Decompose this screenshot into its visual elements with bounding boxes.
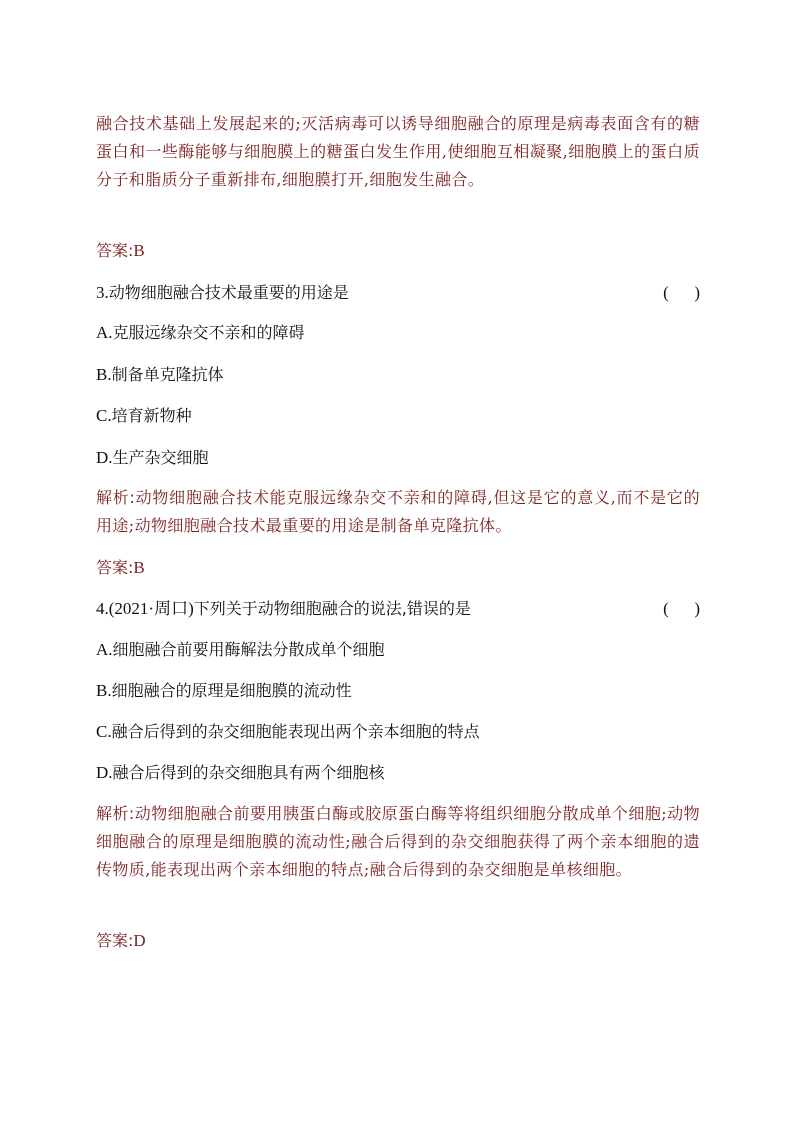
option-letter: D. (96, 763, 113, 782)
q4-option-a (96, 639, 700, 661)
explanation-text: 动物细胞融合技术能克服远缘杂交不亲和的障碍,但这是它的意义,而不是它的用途;动物细胞融合技术最重要的用途是制备单克隆抗体。 (96, 488, 700, 535)
option-letter: B. (96, 681, 112, 700)
option-text: 细胞融合前要用酶解法分散成单个细胞 (112, 640, 385, 659)
answer-value: D (133, 931, 146, 950)
option-letter: A. (96, 323, 113, 342)
answer-label: 答案: (96, 931, 134, 950)
answer-q2 (96, 240, 700, 262)
explanation-text: 融合技术基础上发展起来的;灭活病毒可以诱导细胞融合的原理是病毒表面含有的糖蛋白和一些酶能够与细胞膜上的糖蛋白发生作用,使细胞互相凝聚,细胞膜上的蛋白质分子和脂质分子重新排布,细胞膜打开,细胞发生融合。 (96, 114, 700, 189)
explanation-label: 解析: (96, 804, 135, 823)
option-letter: C. (96, 722, 112, 741)
question-stem (96, 282, 349, 304)
option-text: 克服远缘杂交不亲和的障碍 (112, 323, 305, 342)
q3-option-b (96, 364, 700, 386)
explanation-q3 (96, 484, 700, 540)
question-stem (96, 598, 471, 620)
option-text: 制备单克隆抗体 (111, 365, 224, 384)
answer-value: B (133, 558, 145, 577)
question-text: 动物细胞融合技术最重要的用途是 (108, 283, 349, 302)
q4-option-b (96, 680, 700, 702)
answer-value: B (133, 241, 145, 260)
q3-option-c (96, 405, 700, 427)
option-text: 细胞融合的原理是细胞膜的流动性 (111, 681, 352, 700)
explanation-label: 解析: (96, 488, 136, 507)
option-letter: A. (96, 640, 113, 659)
option-letter: B. (96, 365, 112, 384)
q3-option-d (96, 447, 700, 469)
option-text: 培育新物种 (111, 406, 192, 425)
option-text: 生产杂交细胞 (112, 448, 209, 467)
answer-label: 答案: (96, 241, 134, 260)
q3-option-a (96, 322, 700, 344)
answer-label: 答案: (96, 558, 134, 577)
explanation-text: 动物细胞融合前要用胰蛋白酶或胶原蛋白酶等将组织细胞分散成单个细胞;动物细胞融合的原理是细胞膜的流动性;融合后得到的杂交细胞获得了两个亲本细胞的遗传物质,能表现出两个亲本细胞的特点;融合后得到的杂交细胞是单核细胞。 (96, 804, 700, 879)
option-text: 融合后得到的杂交细胞能表现出两个亲本细胞的特点 (111, 722, 480, 741)
explanation-continued (96, 110, 700, 194)
answer-blank: ( ) (663, 599, 700, 618)
question-4 (96, 598, 700, 620)
answer-blank: ( ) (663, 283, 700, 302)
answer-q3 (96, 557, 700, 579)
option-letter: C. (96, 406, 112, 425)
option-letter: D. (96, 448, 113, 467)
question-number: 4. (96, 599, 109, 618)
question-3 (96, 282, 700, 304)
question-source: (2021·周口) (108, 599, 194, 618)
answer-q4 (96, 930, 700, 952)
q4-option-c (96, 721, 700, 743)
question-text: 下列关于动物细胞融合的说法,错误的是 (193, 599, 471, 618)
option-text: 融合后得到的杂交细胞具有两个细胞核 (112, 763, 385, 782)
question-number: 3. (96, 283, 109, 302)
explanation-q4 (96, 800, 700, 884)
q4-option-d (96, 762, 700, 784)
